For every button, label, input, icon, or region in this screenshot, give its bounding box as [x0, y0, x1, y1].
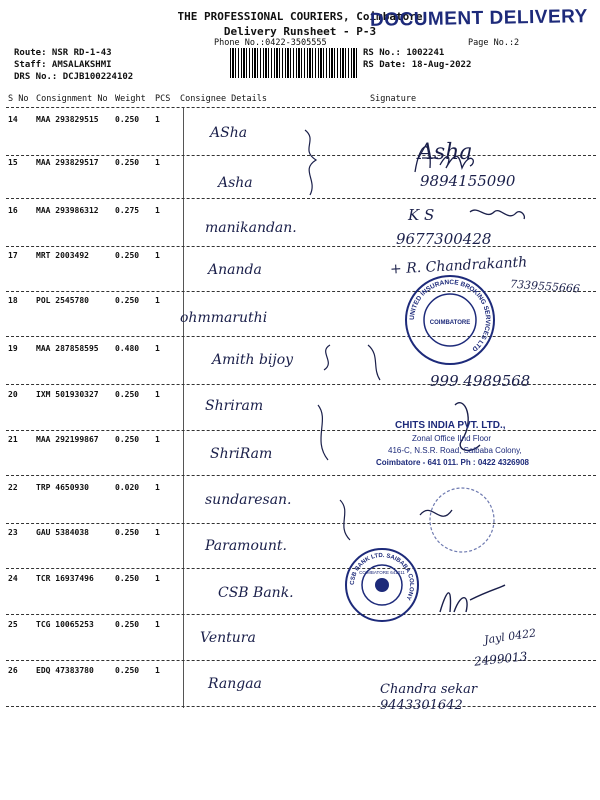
row-pcs: 1	[155, 158, 160, 167]
company-stamp-line1: Zonal Office IInd Floor	[412, 434, 491, 443]
runsheet-title: THE PROFESSIONAL COURIERS, Coimbatore	[177, 10, 423, 23]
phone-25: 2499013	[473, 649, 529, 669]
faint-stamp-ring	[430, 488, 494, 552]
row-sno: 22	[8, 483, 18, 492]
page-number: Page No.:2	[468, 38, 520, 48]
row-pcs: 1	[155, 206, 160, 215]
row-pcs: 1	[155, 620, 160, 629]
row-weight: 0.250	[115, 435, 140, 444]
brace-rows-22-23	[340, 500, 350, 540]
drs-number: DRS No.: DCJB100224102	[14, 72, 134, 82]
row-weight: 0.250	[115, 666, 140, 675]
row-consignment: MAA 293986312	[36, 206, 99, 215]
insurance-stamp	[406, 276, 494, 364]
col-pcs: PCS	[155, 94, 171, 104]
csb-stamp-center: COIMBATORE 641011	[359, 570, 405, 575]
row-consignment: MRT 2003492	[36, 251, 89, 260]
row-consignment: POL 2545780	[36, 296, 89, 305]
row-sno: 24	[8, 574, 18, 583]
row-pcs: 1	[155, 435, 160, 444]
row-pcs: 1	[155, 666, 160, 675]
row-sno: 14	[8, 115, 18, 124]
rs-number: RS No.: 1002241	[363, 48, 445, 58]
brace-rows-14-15	[305, 130, 316, 195]
col-consignment: Consignment No	[36, 94, 108, 104]
rs-date: RS Date: 18-Aug-2022	[363, 60, 472, 70]
row-consignee: ASha	[210, 125, 248, 141]
csb-bank-stamp	[346, 549, 418, 621]
csb-stamp-emblem	[375, 578, 389, 592]
company-stamp-name: CHITS INDIA PVT. LTD.,	[395, 420, 506, 431]
row-sno: 18	[8, 296, 18, 305]
row-consignee: Shriram	[205, 398, 264, 414]
row-consignment: MAA 293829515	[36, 115, 99, 124]
row-sno: 21	[8, 435, 18, 444]
company-stamp-line3: Coimbatore - 641 011. Ph : 0422 4326908	[376, 458, 529, 467]
insurance-stamp-ring-text: UNITED INSURANCE BROKING SERVICES LTD	[408, 278, 492, 353]
row-consignee: Ventura	[200, 630, 256, 646]
row-weight: 0.250	[115, 620, 140, 629]
csb-stamp-ring-text: CSB BANK LTD. SAIBABA COLONY	[349, 552, 415, 601]
row-weight: 0.250	[115, 528, 140, 537]
phone-19: 999 4989568	[430, 372, 531, 390]
row-pcs: 1	[155, 574, 160, 583]
row-sno: 26	[8, 666, 18, 675]
row-weight: 0.250	[115, 115, 140, 124]
row-consignment: MAA 293829517	[36, 158, 99, 167]
signature-26: Chandra sekar	[380, 682, 478, 697]
row-pcs: 1	[155, 296, 160, 305]
row-consignment: MAA 287858595	[36, 344, 99, 353]
row-sno: 16	[8, 206, 18, 215]
row-pcs: 1	[155, 251, 160, 260]
phone-16: 9677300428	[396, 230, 492, 248]
signature-25: Jayl 0422	[483, 626, 537, 647]
phone-17: 7339555666	[509, 277, 581, 296]
row-consignment: IXM 501930327	[36, 390, 99, 399]
phone-15: 9894155090	[420, 172, 516, 190]
signature-19-scribble	[368, 345, 380, 380]
row-consignee: ohmmaruthi	[180, 310, 268, 326]
row-consignee: CSB Bank.	[218, 585, 294, 601]
col-weight: Weight	[115, 94, 146, 104]
row-weight: 0.250	[115, 158, 140, 167]
row-consignment: TCG 10065253	[36, 620, 94, 629]
row-pcs: 1	[155, 528, 160, 537]
col-sno: S No	[8, 94, 29, 104]
row-sno: 15	[8, 158, 18, 167]
row-weight: 0.250	[115, 296, 140, 305]
row-consignee: sundaresan.	[205, 492, 292, 508]
row-sno: 17	[8, 251, 18, 260]
signature-24-scribble	[440, 585, 505, 612]
signature-14: Asha	[418, 140, 473, 165]
row-consignee: Asha	[218, 175, 253, 191]
row-consignment: TRP 4650930	[36, 483, 89, 492]
signature-22-scribble	[420, 510, 452, 516]
route: Route: NSR RD-1-43	[14, 48, 112, 58]
staff: Staff: AMSALAKSHMI	[14, 60, 112, 70]
row-weight: 0.020	[115, 483, 140, 492]
row-weight: 0.250	[115, 390, 140, 399]
row-consignee: Amith bijoy	[212, 352, 294, 368]
row-weight: 0.275	[115, 206, 140, 215]
row-consignment: MAA 292199867	[36, 435, 99, 444]
signature-16: K S	[408, 206, 435, 224]
row-sno: 20	[8, 390, 18, 399]
brace-row-19	[324, 345, 330, 370]
svg-text:UNITED INSURANCE BROKING SERVI	[409, 279, 491, 353]
row-consignee: Ananda	[208, 262, 262, 278]
row-consignee: manikandan.	[205, 220, 297, 236]
row-consignee: Rangaa	[208, 676, 262, 692]
faint-round-stamp	[430, 488, 494, 552]
phone-number: Phone No.:0422-3505555	[214, 38, 327, 48]
row-pcs: 1	[155, 115, 160, 124]
row-pcs: 1	[155, 483, 160, 492]
row-sno: 19	[8, 344, 18, 353]
phone-26: 9443301642	[380, 698, 463, 713]
col-consignee: Consignee Details	[180, 94, 267, 104]
row-weight: 0.250	[115, 574, 140, 583]
row-sno: 25	[8, 620, 18, 629]
row-consignment: EDQ 47383780	[36, 666, 94, 675]
signature-17: + R. Chandrakanth	[389, 254, 528, 278]
company-stamp-line2: 416-C, N.S.R. Road, Saibaba Colony,	[388, 446, 522, 455]
row-consignment: GAU 5384038	[36, 528, 89, 537]
row-consignee: ShriRam	[210, 446, 273, 462]
svg-text:CSB BANK LTD. SAIBABA COLONY	[350, 553, 414, 601]
row-pcs: 1	[155, 344, 160, 353]
brace-rows-20-21	[318, 405, 328, 460]
document-delivery-stamp: DOCUMENT DELIVERY	[369, 6, 589, 31]
signature-16-scribble	[470, 210, 524, 219]
col-signature: Signature	[370, 94, 417, 104]
runsheet-subtitle: Delivery Runsheet - P-3	[223, 25, 377, 38]
row-weight: 0.480	[115, 344, 140, 353]
row-pcs: 1	[155, 390, 160, 399]
row-weight: 0.250	[115, 251, 140, 260]
row-sno: 23	[8, 528, 18, 537]
insurance-stamp-center: COIMBATORE	[429, 320, 471, 326]
row-consignment: TCR 16937496	[36, 574, 94, 583]
row-consignee: Paramount.	[205, 538, 287, 554]
